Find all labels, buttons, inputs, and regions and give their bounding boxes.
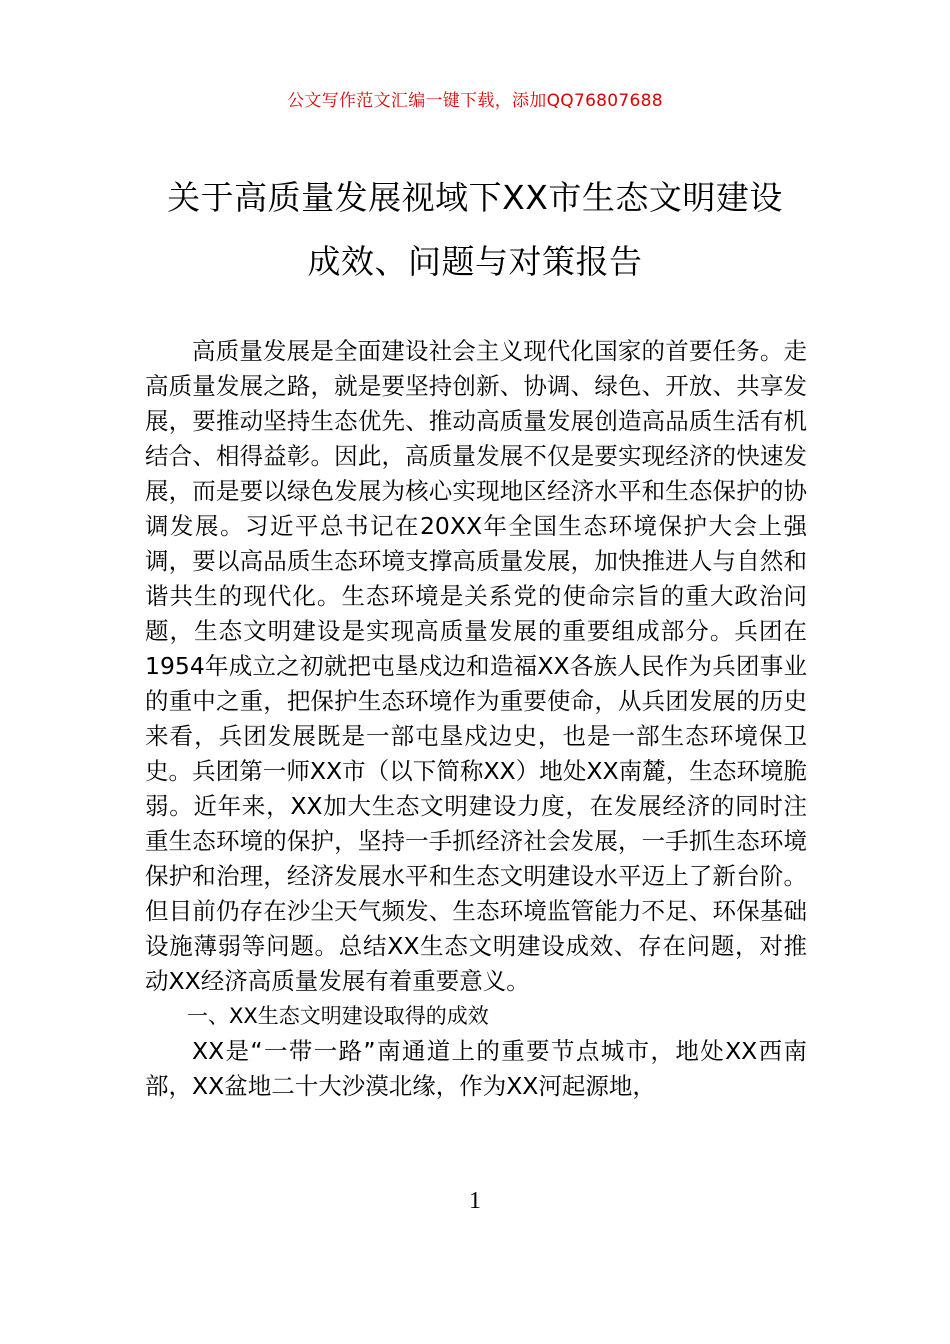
page-number: 1 xyxy=(469,1188,481,1214)
document-title xyxy=(0,166,950,294)
document-body xyxy=(145,334,807,1104)
document-title-line-1: 关于高质量发展视域下XX市生态文明建设 xyxy=(167,178,783,217)
body-paragraph-2: XX是“一带一路”南通道上的重要节点城市，地处XX西南部，XX盆地二十大沙漠北缘，作为XX河起源地， xyxy=(145,1037,807,1100)
header-ad-text: 公文写作范文汇编一键下载，添加QQ76807688 xyxy=(287,91,663,111)
document-title-line-2: 成效、问题与对策报告 xyxy=(307,242,643,281)
body-paragraph-1: 高质量发展是全面建设社会主义现代化国家的首要任务。走高质量发展之路，就是要坚持创新、协调、绿色、开放、共享发展，要推动坚持生态优先、推动高质量发展创造高品质生活有机结合、相得益彰。因此，高质量发展不仅是要实现经济的快速发展，而是要以绿色发展为核心实现地区经济水平和生态保护的协调发展。习近平总书记在20XX年全国生态环境保护大会上强调，要以高品质生态环境支撑高质量发展，加快推进人与自然和谐共生的现代化。生态环境是关系党的使命宗旨的重大政治问题，生态文明建设是实现高质量发展的重要组成部分。兵团在1954年成立之初就把屯垦戍边和造福XX各族人民作为兵团事业的重中之重，把保护生态环境作为重要使命，从兵团发展的历史来看，兵团发展既是一部屯垦戍边史，也是一部生态环境保卫史。兵团第一师XX市（以下简称XX）地处XX南麓，生态环境脆弱。近年来，XX加大生态文明建设力度，在发展经济的同时注重生态环境的保护，坚持一手抓经济社会发展，一手抓生态环境保护和治理，经济发展水平和生态文明建设水平迈上了新台阶。但目前仍存在沙尘天气频发、生态环境监管能力不足、环保基础设施薄弱等问题。总结XX生态文明建设成效、存在问题，对推动XX经济高质量发展有着重要意义。 xyxy=(145,337,807,995)
section-heading-1: 一、XX生态文明建设取得的成效 xyxy=(187,1004,489,1028)
